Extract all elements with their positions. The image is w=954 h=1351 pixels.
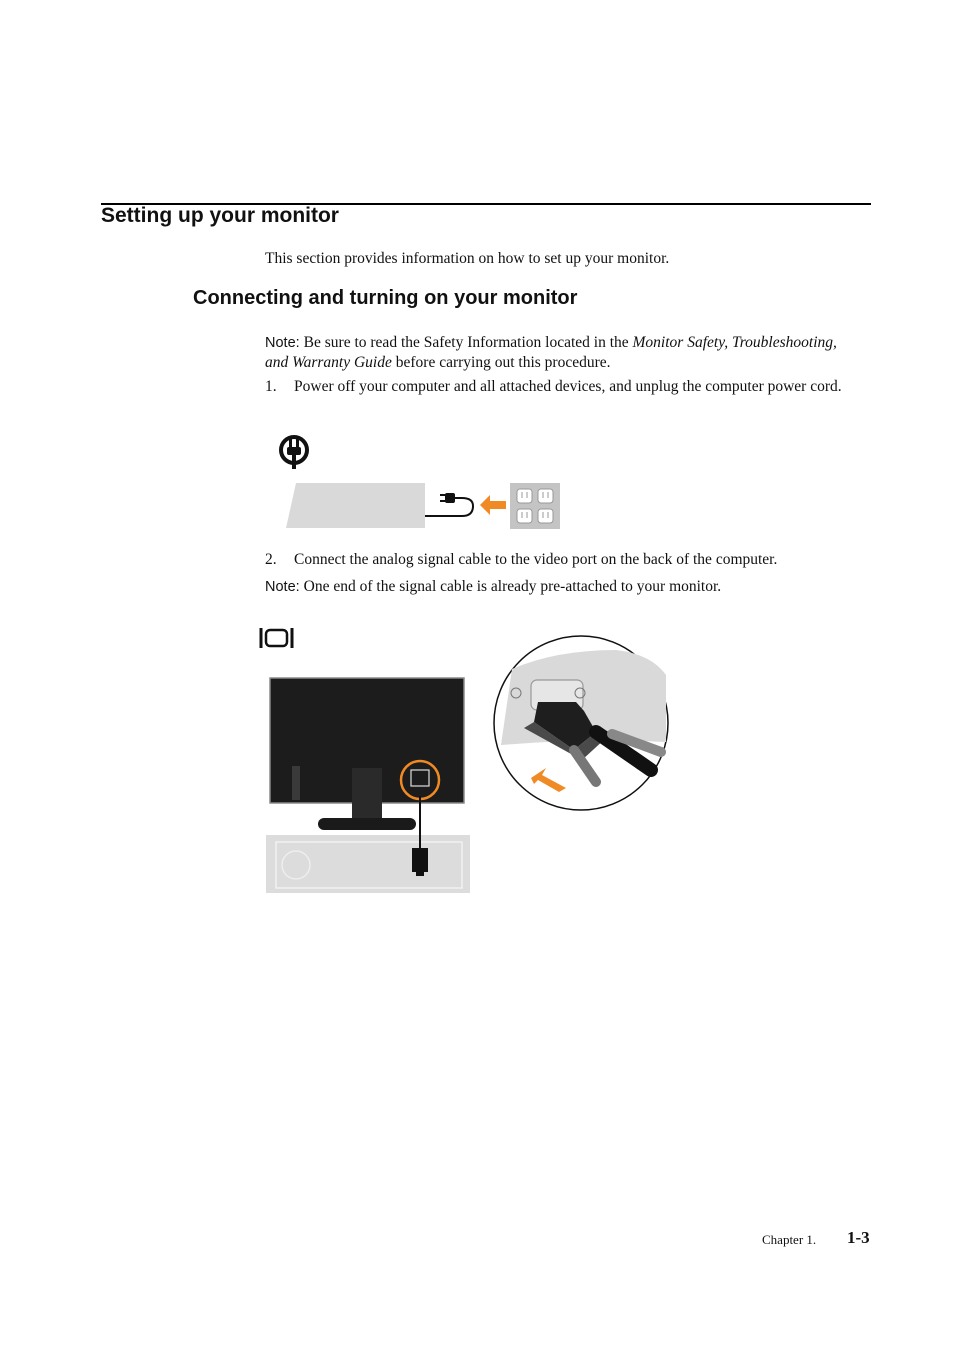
- computer-case-shape: [286, 483, 425, 528]
- connect-signal-cable-figure: [256, 620, 676, 900]
- note-preattached: [265, 577, 865, 597]
- note-label: Note:: [265, 335, 300, 351]
- section-intro: This section provides information on how to set up your monitor.: [265, 250, 670, 267]
- note-safety: [265, 333, 855, 372]
- step-text: Connect the analog signal cable to the video port on the back of the computer.: [294, 551, 778, 568]
- subsection-title: Connecting and turning on your monitor: [193, 287, 578, 309]
- step-text: Power off your computer and all attached devices, and unplug the computer power cord.: [294, 378, 842, 395]
- unplug-power-figure: [276, 430, 566, 534]
- step-number: 2.: [265, 551, 277, 568]
- power-plug-icon: [281, 437, 307, 469]
- note-text-before: Be sure to read the Safety Information located in the: [303, 334, 633, 351]
- monitor-back: [270, 678, 464, 830]
- note-label: Note:: [265, 579, 300, 595]
- desk-panel: [266, 835, 470, 893]
- guide-title: Monitor Safety, Troubleshooting, and Warranty Guide: [265, 334, 837, 371]
- port-zoom-inset: [494, 636, 668, 810]
- note-text: One end of the signal cable is already pre-attached to your monitor.: [303, 578, 722, 595]
- vga-port-icon: [261, 628, 292, 648]
- orange-arrow-icon: [480, 495, 506, 515]
- section-title: Setting up your monitor: [101, 204, 339, 227]
- page-number: 1-3: [847, 1228, 870, 1247]
- plug-icon: [440, 493, 455, 503]
- cable-connector: [412, 848, 428, 872]
- note-text-after: before carrying out this procedure.: [391, 354, 611, 371]
- footer-chapter: Chapter 1.: [762, 1232, 817, 1247]
- wall-outlet-icon: [510, 483, 560, 529]
- step-number: 1.: [265, 378, 277, 395]
